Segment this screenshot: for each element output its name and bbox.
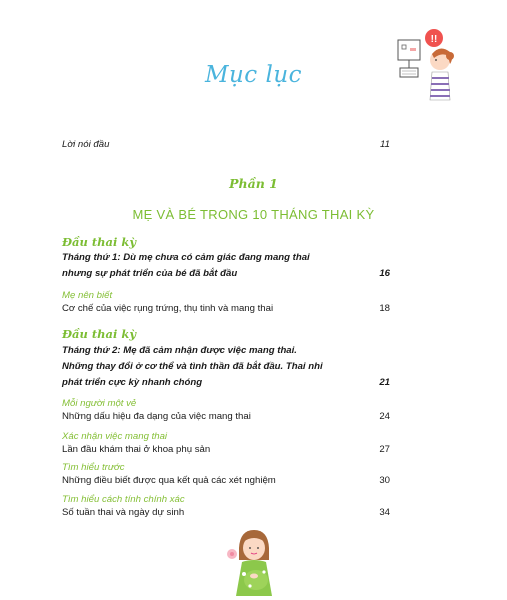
- toc-entry-month-2-line3[interactable]: phát triển cực kỳ nhanh chóng: [62, 377, 203, 388]
- pregnant-woman-icon: [222, 526, 284, 596]
- toc-entry[interactable]: Lần đầu khám thai ở khoa phụ sản: [62, 444, 211, 455]
- woman-reading-chart-icon: [392, 26, 464, 102]
- section-heading: Đầu thai kỳ: [62, 327, 137, 341]
- part-label: Phần 1: [229, 176, 278, 191]
- toc-page: 30: [379, 475, 390, 486]
- toc-entry[interactable]: Những điều biết được qua kết quả các xét nghiệm: [62, 475, 276, 486]
- toc-page: 27: [379, 444, 390, 455]
- toc-entry-month-2-line2[interactable]: Những thay đổi ở cơ thể và tình thần đã bắt đầu. Thai nhi: [62, 361, 323, 372]
- preface-page: 11: [380, 139, 390, 150]
- toc-subtopic-label: Mỗi người một vẻ: [62, 398, 137, 409]
- part-title: MẸ VÀ BÉ TRONG 10 THÁNG THAI KỲ: [132, 207, 375, 222]
- toc-subtopic-label: Tìm hiểu cách tính chính xác: [62, 494, 185, 505]
- toc-page: 24: [379, 411, 390, 422]
- toc-subtopic-label: Mẹ nên biết: [62, 290, 113, 301]
- page-title: Mục lục: [204, 62, 303, 88]
- toc-entry[interactable]: Số tuần thai và ngày dự sinh: [62, 507, 185, 518]
- preface-label[interactable]: Lời nói đầu: [62, 139, 110, 150]
- toc-subtopic-label: Tìm hiểu trước: [62, 462, 125, 473]
- toc-page: 18: [379, 303, 390, 314]
- section-heading: Đầu thai kỳ: [62, 235, 137, 249]
- toc-page: 34: [379, 507, 390, 518]
- toc-entry-month-1-line1[interactable]: Tháng thứ 1: Dù mẹ chưa có cảm giác đang mang thai: [62, 252, 310, 263]
- toc-entry[interactable]: Cơ chế của việc rụng trứng, thụ tinh và mang thai: [62, 303, 274, 314]
- toc-entry-month-2-line1[interactable]: Tháng thứ 2: Mẹ đã cảm nhận được việc mang thai.: [62, 345, 297, 356]
- toc-entry-month-1-line2[interactable]: nhưng sự phát triển của bé đã bắt đầu: [62, 268, 238, 279]
- toc-page-month-1: 16: [379, 268, 390, 279]
- svg-text:!!: !!: [430, 34, 438, 45]
- toc-page-month-2: 21: [379, 377, 390, 388]
- toc-subtopic-label: Xác nhận việc mang thai: [62, 431, 168, 442]
- toc-entry[interactable]: Những dấu hiệu đa dạng của việc mang thai: [62, 411, 251, 422]
